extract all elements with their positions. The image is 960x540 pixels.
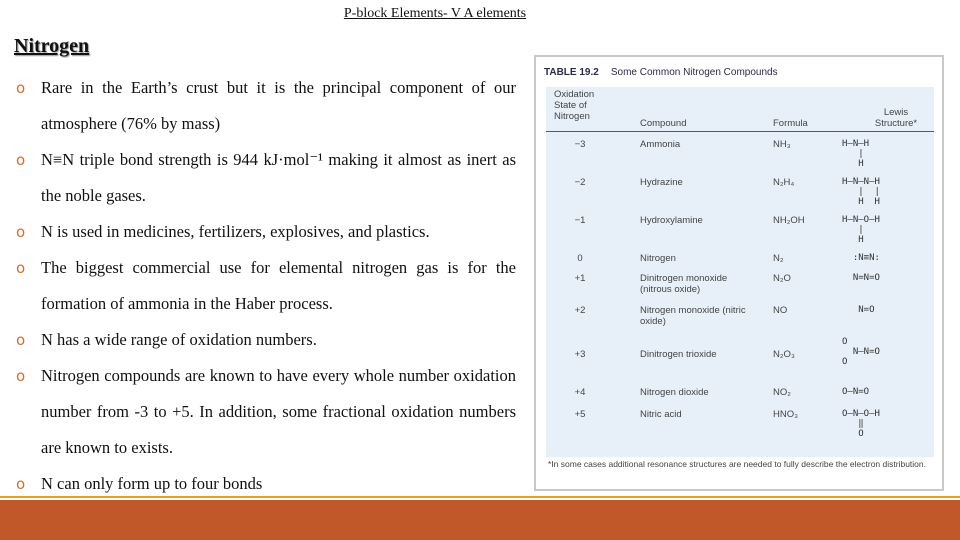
compound-cell: Nitric acid [640,409,682,420]
compound-cell: Ammonia [640,139,681,150]
oxidation-cell: −2 [574,177,586,188]
bullet-marker-icon: o [16,151,26,169]
footer-accent-line [0,496,960,498]
bullet-list [16,70,516,502]
header-lewis-structure: Lewis Structure* [874,107,918,129]
lewis-cell: O N—N=O O [842,337,880,367]
formula-cell: N₂H₄ [773,177,795,188]
table-caption: Some Common Nitrogen Compounds [610,67,778,78]
bullet-text: N has a wide range of oxidation numbers. [41,330,317,349]
bullet-text: N can only form up to four bonds [41,474,263,493]
lewis-cell: H—N—H | H [842,139,870,169]
compound-cell: Nitrogen [640,253,676,264]
oxidation-cell: +1 [574,273,586,284]
compound-cell: Nitrogen dioxide [640,387,709,398]
table-body [546,87,934,457]
compound-cell: Nitrogen monoxide (nitric oxide) [640,305,746,327]
slide-title: P-block Elements- V A elements [343,6,527,21]
compound-cell: Dinitrogen trioxide [640,349,717,360]
nitrogen-compounds-table-figure [534,55,944,491]
header-oxidation-state: Oxidation State of Nitrogen [554,89,595,122]
header-compound: Compound [640,118,687,129]
oxidation-cell: +4 [574,387,586,398]
bullet-item [16,142,516,214]
table-header [546,87,934,132]
lewis-cell: O—N=O [842,387,870,397]
bullet-text: N is used in medicines, fertilizers, explosives, and plastics. [41,222,430,241]
bullet-marker-icon: o [16,475,26,493]
bullet-text: Rare in the Earth’s crust but it is the principal component of our atmosphere (76% by mass) [41,78,516,133]
oxidation-cell: +3 [574,349,586,360]
header-formula: Formula [773,118,808,129]
compound-cell: Hydroxylamine [640,215,703,226]
formula-cell: N₂O₃ [773,349,795,360]
bullet-marker-icon: o [16,367,26,385]
formula-cell: NO [773,305,788,316]
formula-cell: N₂O [773,273,791,284]
footer-bar [0,500,960,540]
bullet-item [16,322,516,358]
oxidation-cell: 0 [577,253,583,264]
lewis-cell: H—N—N—H | | H H [842,177,880,207]
bullet-text: Nitrogen compounds are known to have every whole number oxidation number from -3 to +5. In addition, some fractional oxidation numbers are known to exists. [41,366,516,457]
bullet-item [16,358,516,466]
bullet-text: The biggest commercial use for elemental nitrogen gas is for the formation of ammonia in the Haber process. [41,258,516,313]
lewis-cell: O—N—O—H ‖ O [842,409,880,439]
compound-cell: Hydrazine [640,177,683,188]
formula-cell: NO₂ [773,387,791,398]
table-title [544,67,778,78]
lewis-cell: N=N=O [842,273,880,283]
table-footnote: *In some cases additional resonance structures are needed to fully describe the electron distribution. [548,459,926,469]
formula-cell: HNO₃ [773,409,798,420]
bullet-text: N≡N triple bond strength is 944 kJ·mol⁻¹ making it almost as inert as the noble gases. [41,150,516,205]
bullet-item [16,250,516,322]
table-label: TABLE 19.2 [544,67,599,78]
bullet-marker-icon: o [16,259,26,277]
compound-cell: Dinitrogen monoxide (nitrous oxide) [640,273,728,295]
formula-cell: NH₃ [773,139,791,150]
bullet-marker-icon: o [16,223,26,241]
oxidation-cell: −3 [574,139,586,150]
section-heading: Nitrogen [14,35,90,57]
formula-cell: N₂ [773,253,784,264]
formula-cell: NH₂OH [773,215,805,226]
bullet-item [16,214,516,250]
lewis-cell: N=O [842,305,875,315]
oxidation-cell: +5 [574,409,586,420]
bullet-marker-icon: o [16,79,26,97]
bullet-item [16,70,516,142]
bullet-marker-icon: o [16,331,26,349]
oxidation-cell: −1 [574,215,586,226]
lewis-cell: :N≡N: [842,253,880,263]
oxidation-cell: +2 [574,305,586,316]
lewis-cell: H—N—O—H | H [842,215,880,245]
